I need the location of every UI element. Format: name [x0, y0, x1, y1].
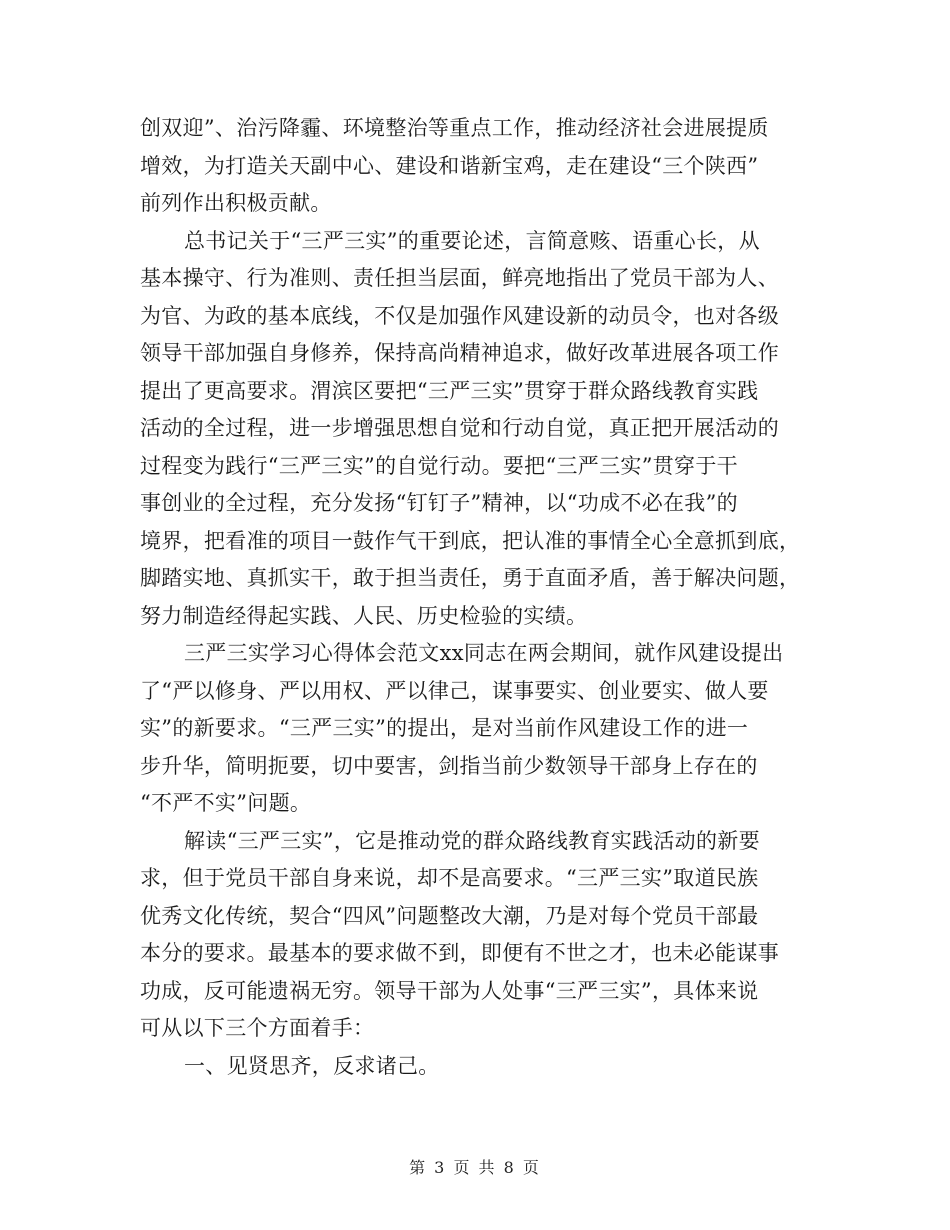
text-line: 基本操守、行为准则、责任担当层面，鲜亮地指出了党员干部为人、: [140, 266, 779, 290]
text-line: “不严不实”问题。: [140, 791, 312, 815]
text-line: 一、见贤思齐，反求诸己。: [184, 1053, 440, 1078]
text-line: 优秀文化传统，契合“四风”问题整改大潮，乃是对每个党员干部最: [140, 903, 759, 928]
text-line: 功成，反可能遗祸无穷。领导干部为人处事“三严三实”，具体来说: [140, 978, 759, 1003]
text-line: 为官、为政的基本底线，不仅是加强作风建设新的动员令，也对各级: [140, 303, 779, 328]
text-line: 脚踏实地、真抓实干，敢于担当责任，勇于直面矛盾，善于解决问题，: [140, 566, 801, 590]
text-line: 增效，为打造关天副中心、建设和谐新宝鸡，走在建设“三个陕西”: [140, 153, 759, 178]
page-number-footer: 第 3 页 共 8 页: [409, 1158, 541, 1177]
text-line: 总书记关于“三严三实”的重要论述，言简意赅、语重心长，从: [184, 228, 760, 253]
text-line: 本分的要求。最基本的要求做不到，即便有不世之才，也未必能谋事: [140, 941, 779, 965]
text-line: 实”的新要求。“三严三实”的提出，是对当前作风建设工作的进一: [140, 716, 749, 740]
text-line: 步升华，简明扼要，切中要害，剑指当前少数领导干部身上存在的: [140, 753, 758, 778]
text-line: 境界，把看准的项目一鼓作气干到底，把认准的事情全心全意抓到底，: [140, 528, 801, 553]
text-line: 前列作出积极贡献。: [140, 191, 332, 215]
text-line: 领导干部加强自身修养，保持高尚精神追求，做好改革进展各项工作: [140, 341, 779, 365]
text-line: 过程变为践行“三严三实”的自觉行动。要把“三严三实”贯穿于干: [140, 453, 738, 478]
text-line: 三严三实学习心得体会范文xx同志在两会期间，就作风建设提出: [184, 641, 784, 665]
text-line: 创双迎”、治污降霾、环境整治等重点工作，推动经济社会进展提质: [140, 116, 769, 140]
text-line: 事创业的全过程，充分发扬“钉钉子”精神，以“功成不必在我”的: [140, 491, 738, 515]
text-line: 活动的全过程，进一步增强思想自觉和行动自觉，真正把开展活动的: [140, 416, 779, 440]
text-line: 可从以下三个方面着手：: [140, 1016, 375, 1040]
text-line: 提出了更高要求。渭滨区要把“三严三实”贯穿于群众路线教育实践: [140, 378, 759, 403]
text-line: 求，但于党员干部自身来说，却不是高要求。“三严三实”取道民族: [140, 866, 759, 890]
text-line: 了“严以修身、严以用权、严以律己，谋事要实、创业要实、做人要: [140, 678, 769, 703]
text-line: 解读“三严三实”，它是推动党的群众路线教育实践活动的新要: [184, 828, 760, 853]
document-body: [140, 110, 812, 1085]
text-line: 努力制造经得起实践、人民、历史检验的实绩。: [140, 603, 588, 628]
